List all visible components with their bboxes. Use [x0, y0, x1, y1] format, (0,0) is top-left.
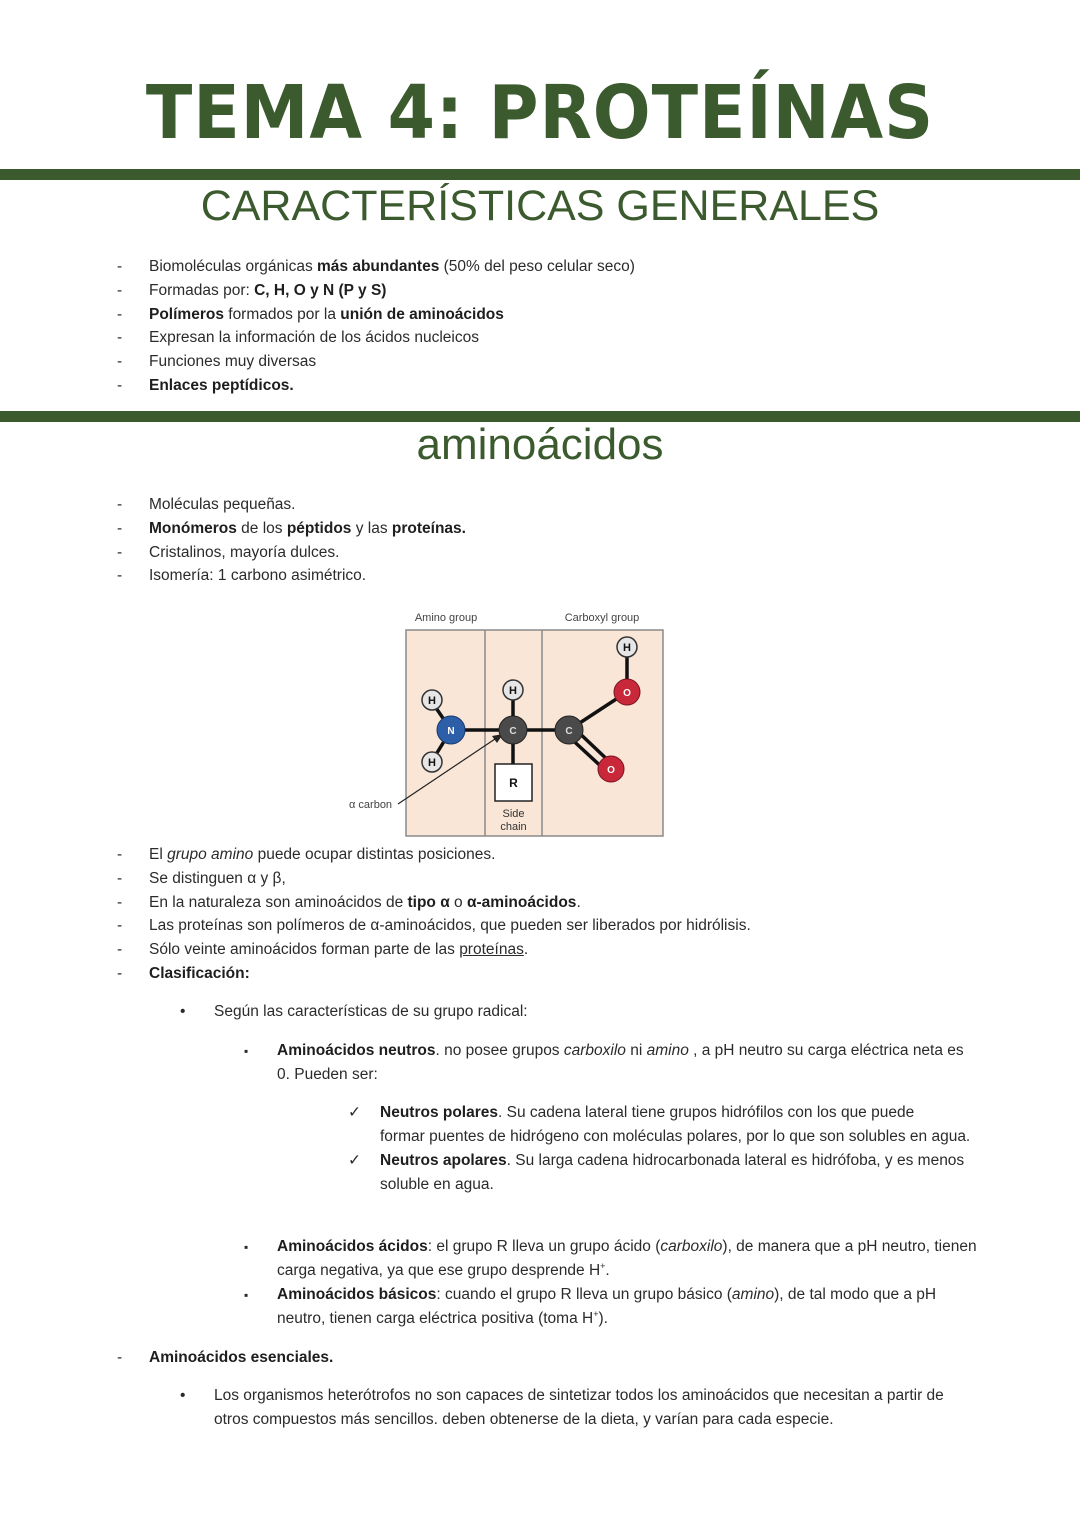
- hydrogen-atom-amino-top: [422, 690, 442, 710]
- side-chain-r: R: [509, 776, 518, 790]
- list-item: - Aminoácidos esenciales.: [117, 1346, 1017, 1370]
- basicos-item: ▪ Aminoácidos básicos: cuando el grupo R lleva un grupo básico (amino), de tal modo que a pH neutro, tienen carga eléctrica positiva (toma H+).: [244, 1283, 1034, 1331]
- dash-marker: -: [117, 496, 123, 513]
- list-item: - En la naturaleza son aminoácidos de tipo α o α-aminoácidos.: [117, 891, 1017, 915]
- check-icon: ✓: [348, 1152, 361, 1169]
- list-item: - Moléculas pequeñas.: [117, 493, 1017, 517]
- hydrogen-atom-amino-bottom: [422, 752, 442, 772]
- esenciales-item: • Los organismos heterótrofos no son capaces de sintetizar todos los aminoácidos que necesitan a partir de otros compuestos más sencillos. deben obtenerse de la dieta, y varían para cada especie.: [180, 1384, 1040, 1432]
- section-heading-aminoacidos: aminoácidos: [416, 420, 664, 469]
- carbonyl-oxygen-atom: [598, 756, 624, 782]
- square-marker: ▪: [244, 1288, 249, 1302]
- list-item: - Monómeros de los péptidos y las proteínas.: [117, 517, 1017, 541]
- list-item: - Se distinguen α y β,: [117, 867, 1017, 891]
- dash-marker: -: [117, 964, 123, 982]
- hydrogen-atom-hydroxyl: [617, 637, 637, 657]
- svg-text:C: C: [509, 726, 517, 737]
- neutros-apolares-item: ✓ Neutros apolares. Su larga cadena hidrocarbonada lateral es hidrófoba, y es menos soluble en agua.: [348, 1149, 1038, 1197]
- alpha-carbon-atom: [499, 716, 527, 744]
- dash-marker: -: [117, 519, 123, 537]
- alpha-carbon-label: α carbon: [349, 799, 393, 811]
- side-chain-label-1: Side: [502, 808, 525, 820]
- list-item: - Las proteínas son polímeros de α-aminoácidos, que pueden ser liberados por hidrólisis.: [117, 914, 1017, 938]
- page-title: TEMA 4: PROTEÍNAS: [145, 70, 935, 156]
- list-item: - Biomoléculas orgánicas más abundantes (50% del peso celular seco): [117, 255, 1017, 279]
- neutros-polares-item: ✓ Neutros polares. Su cadena lateral tiene grupos hidrófilos con los que puede formar puentes de hidrógeno con moléculas polares, por lo que son solubles en agua.: [348, 1101, 1038, 1149]
- dash-marker: -: [117, 376, 123, 394]
- list-item: - Enlaces peptídicos.: [117, 374, 1017, 398]
- dash-marker: -: [117, 258, 123, 275]
- propiedades-list: [117, 843, 1017, 986]
- list-item: - Formadas por: C, H, O y N (P y S): [117, 279, 1017, 303]
- carboxyl-group-label: Carboxyl group: [564, 612, 640, 624]
- list-item: - El grupo amino puede ocupar distintas posiciones.: [117, 843, 1017, 867]
- svg-text:H: H: [428, 757, 436, 769]
- dash-marker: -: [117, 281, 123, 299]
- dash-marker: -: [117, 917, 123, 935]
- dash-marker: -: [117, 869, 123, 887]
- dash-marker: -: [117, 893, 123, 911]
- dash-marker: -: [117, 305, 123, 323]
- dash-marker: -: [117, 941, 123, 959]
- list-item: - Polímeros formados por la unión de aminoácidos: [117, 303, 1017, 327]
- dash-marker: -: [117, 1349, 123, 1366]
- bullet-marker: •: [180, 1387, 186, 1404]
- acidos-item: ▪ Aminoácidos ácidos: el grupo R lleva un grupo ácido (carboxilo), de manera que a pH neutro, tienen carga negativa, ya que ese grupo desprende H+.: [244, 1235, 1034, 1283]
- esenciales-list: [117, 1346, 1017, 1370]
- nitrogen-atom: [437, 716, 465, 744]
- check-icon: ✓: [348, 1104, 361, 1121]
- svg-text:O: O: [607, 765, 615, 776]
- list-item: - Cristalinos, mayoría dulces.: [117, 541, 1017, 565]
- list-item: - Funciones muy diversas: [117, 350, 1017, 374]
- dash-marker: -: [117, 543, 123, 561]
- list-item: - Isomería: 1 carbono asimétrico.: [117, 564, 1017, 588]
- svg-text:H: H: [509, 685, 517, 697]
- square-marker: ▪: [244, 1240, 249, 1254]
- square-marker: ▪: [244, 1044, 249, 1058]
- hydrogen-atom-alpha: [503, 680, 523, 700]
- dash-marker: -: [117, 353, 123, 371]
- svg-text:H: H: [623, 642, 631, 654]
- list-item: - Clasificación:: [117, 962, 1017, 986]
- neutros-item: ▪ Aminoácidos neutros. no posee grupos carboxilo ni amino , a pH neutro su carga eléctrica neta es 0. Pueden ser:: [244, 1039, 1034, 1087]
- svg-text:N: N: [447, 726, 455, 737]
- svg-text:H: H: [428, 695, 436, 707]
- dash-marker: -: [117, 846, 123, 863]
- dash-marker: -: [117, 329, 123, 347]
- amino-group-label: Amino group: [414, 612, 478, 624]
- dash-marker: -: [117, 567, 123, 585]
- section-heading-caracteristicas: CARACTERÍSTICAS GENERALES: [200, 182, 880, 230]
- carboxyl-carbon-atom: [555, 716, 583, 744]
- bullet-marker: •: [180, 1003, 186, 1020]
- svg-text:O: O: [623, 688, 631, 699]
- list-item: - Expresan la información de los ácidos nucleicos: [117, 326, 1017, 350]
- hydroxyl-oxygen-atom: [614, 679, 640, 705]
- aminoacidos-list: [117, 493, 1017, 588]
- amino-acid-diagram: [340, 606, 670, 838]
- caracteristicas-list: [117, 255, 1017, 398]
- divider-band-top: [0, 169, 1080, 180]
- list-item: - Sólo veinte aminoácidos forman parte de las proteínas.: [117, 938, 1017, 962]
- side-chain-label-2: chain: [500, 821, 527, 833]
- svg-text:C: C: [565, 726, 573, 737]
